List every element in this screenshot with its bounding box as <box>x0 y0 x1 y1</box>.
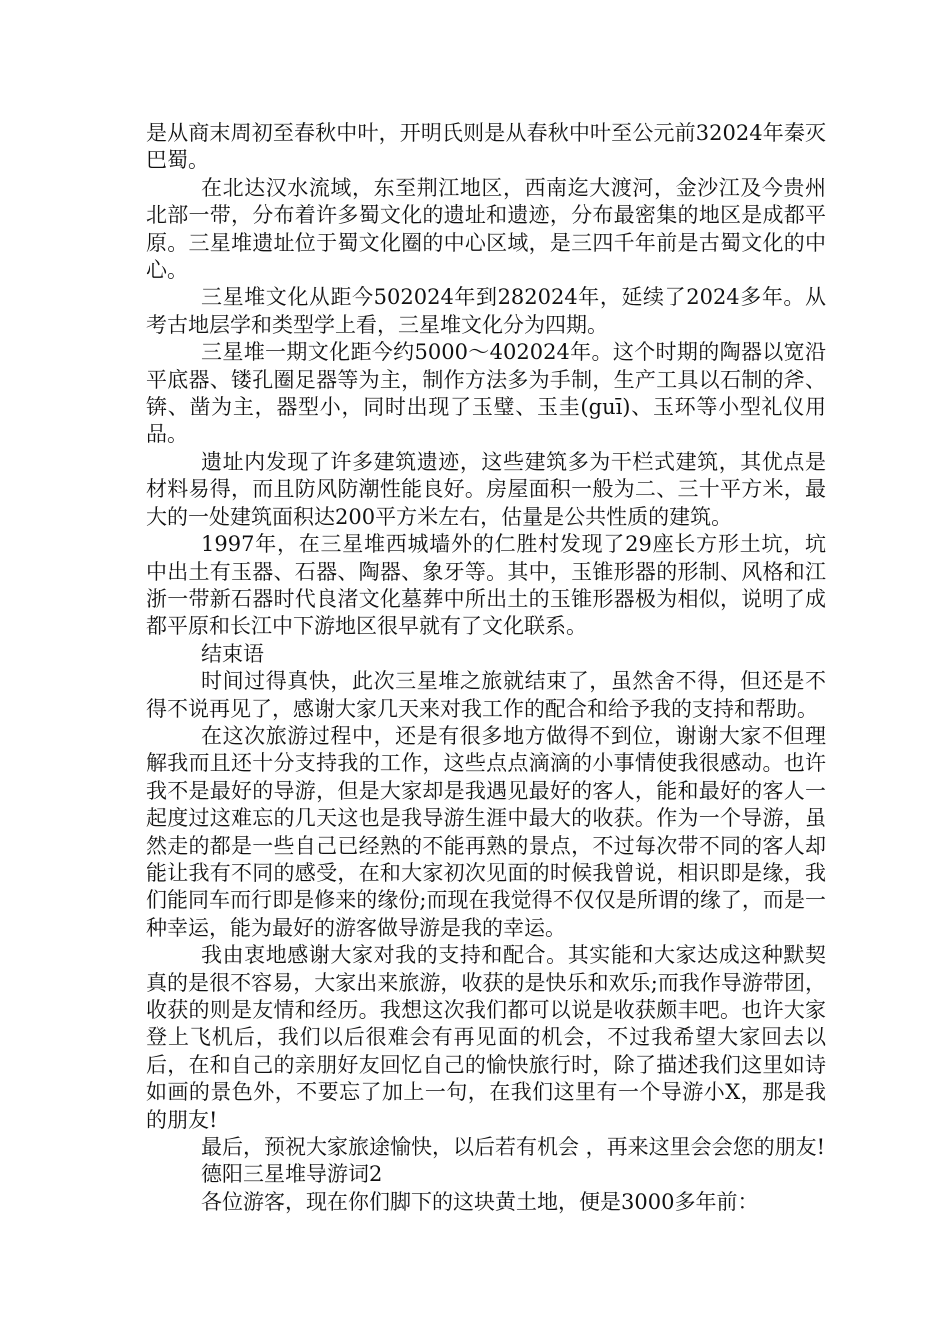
paragraph-1: 是从商末周初至春秋中叶，开明氏则是从春秋中叶至公元前32024年秦灭巴蜀。 <box>146 121 826 173</box>
section-heading-conclusion: 结束语 <box>201 641 264 666</box>
paragraph-11: 各位游客，现在你们脚下的这块黄土地，便是3000多年前： <box>201 1189 759 1214</box>
section-heading-guide-2: 德阳三星堆导游词2 <box>201 1162 383 1187</box>
paragraph-9: 我由衷地感谢大家对我的支持和配合。其实能和大家达成这种默契真的是很不容易，大家出来旅游，收获的是快乐和欢乐;而我作导游带团，收获的则是友情和经历。我想这次我们都可以说是收获颇丰吧。也许大家登上飞机后，我们以后很难会有再见面的机会，不过我希望大家回去以后，在和自己的亲朋好友回忆自己的愉快旅行时，除了描述我们这里如诗如画的景色外，不要忘了加上一句，在我们这里有一个导游小X，那是我的朋友! <box>146 943 826 1132</box>
document-body <box>146 120 826 1216</box>
paragraph-6: 1997年，在三星堆西城墙外的仁胜村发现了29座长方形土坑，坑中出土有玉器、石器、陶器、象牙等。其中，玉锥形器的形制、风格和江浙一带新石器时代良渚文化墓葬中所出土的玉锥形器极为相似，说明了成都平原和长江中下游地区很早就有了文化联系。 <box>146 532 826 639</box>
paragraph-4: 三星堆一期文化距今约5000～402024年。这个时期的陶器以宽沿平底器、镂孔圈足器等为主，制作方法多为手制，生产工具以石制的斧、锛、凿为主，器型小，同时出现了玉璧、玉圭(guī)、玉环等小型礼仪用品。 <box>146 340 826 447</box>
paragraph-5: 遗址内发现了许多建筑遗迹，这些建筑多为干栏式建筑，其优点是材料易得，而且防风防潮性能良好。房屋面积一般为二、三十平方米，最大的一处建筑面积达200平方米左右，估量是公共性质的建筑。 <box>146 449 826 529</box>
paragraph-2: 在北达汉水流域，东至荆江地区，西南迄大渡河，金沙江及今贵州北部一带，分布着许多蜀文化的遗址和遗迹，分布最密集的地区是成都平原。三星堆遗址位于蜀文化圈的中心区域，是三四千年前是古蜀文化的中心。 <box>146 175 826 283</box>
paragraph-7: 时间过得真快，此次三星堆之旅就结束了，虽然舍不得，但还是不得不说再见了，感谢大家几天来对我工作的配合和给予我的支持和帮助。 <box>146 669 826 721</box>
paragraph-3: 三星堆文化从距今502024年到282024年，延续了2024多年。从考古地层学和类型学上看，三星堆文化分为四期。 <box>146 285 826 337</box>
paragraph-8: 在这次旅游过程中，还是有很多地方做得不到位，谢谢大家不但理解我而且还十分支持我的工作，这些点点滴滴的小事情使我很感动。也许我不是最好的导游，但是大家却是我遇见最好的客人，能和最好的客人一起度过这难忘的几天这也是我导游生涯中最大的收获。作为一个导游，虽然走的都是一些自己已经熟的不能再熟的景点，不过每次带不同的客人却能让我有不同的感受，在和大家初次见面的时候我曾说，相识即是缘，我们能同车而行即是修来的缘份;而现在我觉得不仅仅是所谓的缘了，而是一种幸运，能为最好的游客做导游是我的幸运。 <box>146 723 826 940</box>
paragraph-10: 最后，预祝大家旅途愉快，以后若有机会 ，再来这里会会您的朋友! <box>201 1135 826 1160</box>
